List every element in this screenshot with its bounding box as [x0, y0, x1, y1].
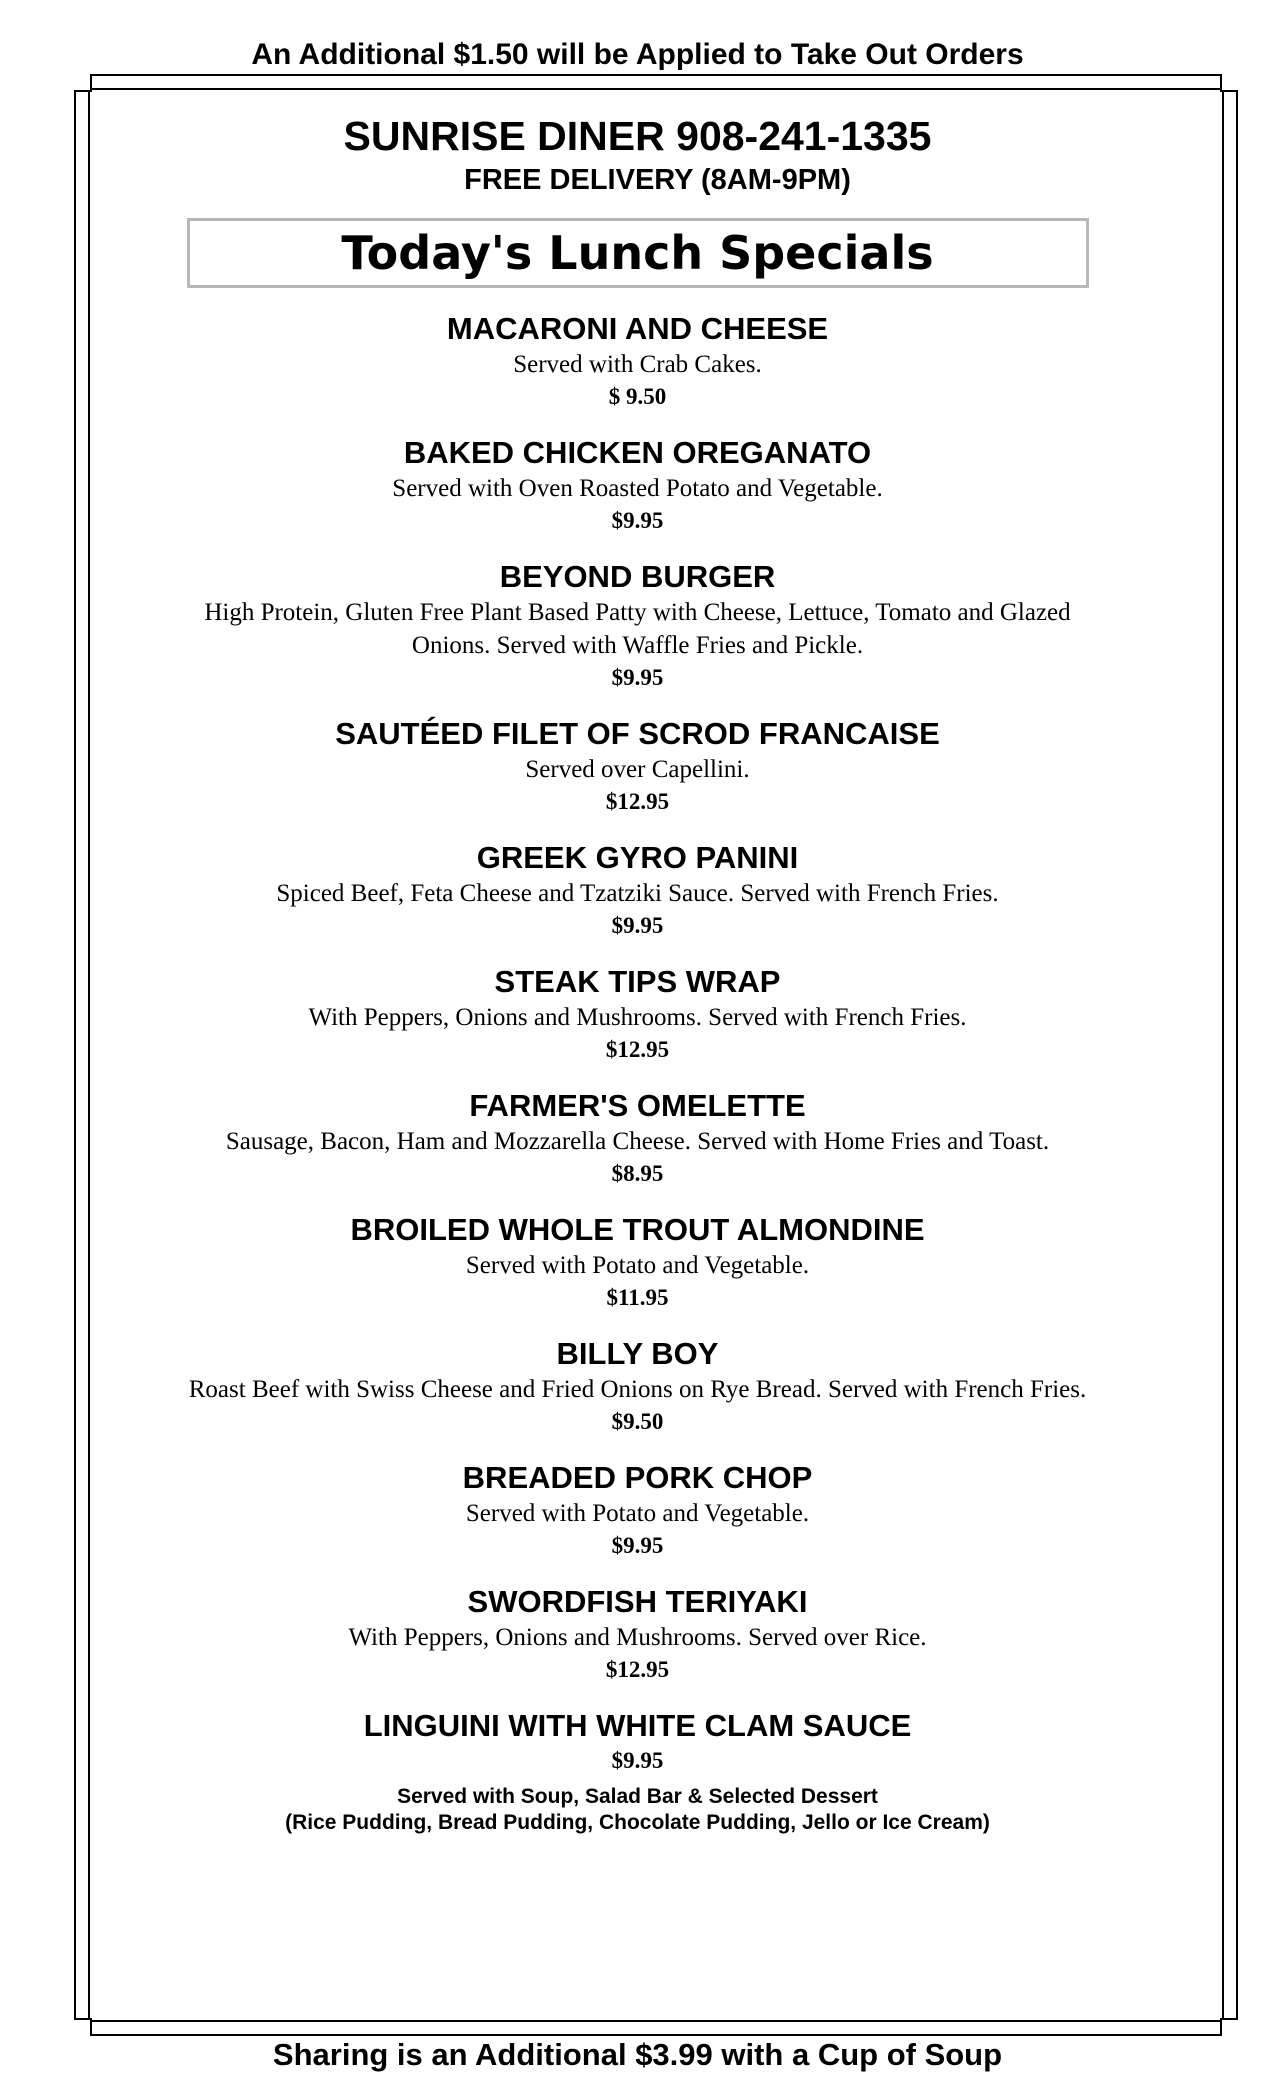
menu-content: [100, 110, 1175, 1836]
item-description: Served with Potato and Vegetable.: [465, 1252, 810, 1279]
frame-corner: [74, 74, 92, 92]
item-description: Spiced Beef, Feta Cheese and Tzatziki Sauce. Served with French Fries.: [276, 880, 999, 907]
item-description: Served with Crab Cakes.: [513, 351, 762, 378]
item-price: $9.95: [611, 1748, 664, 1773]
item-name: STEAK TIPS WRAP: [494, 964, 781, 999]
menu-item: [100, 839, 1175, 942]
item-price: $12.95: [605, 1657, 670, 1682]
item-name: GREEK GYRO PANINI: [476, 840, 799, 875]
dessert-options-note: (Rice Pudding, Bread Pudding, Chocolate Pudding, Jello or Ice Cream): [285, 1811, 990, 1834]
menu-item: [100, 1087, 1175, 1190]
menu-item: [100, 1211, 1175, 1314]
item-price: $12.95: [605, 789, 670, 814]
served-with-note: Served with Soup, Salad Bar & Selected Dessert: [397, 1785, 878, 1808]
item-description: High Protein, Gluten Free Plant Based Patty with Cheese, Lettuce, Tomato and Glazed Onions. Served with Waffle Fries and Pickle.: [204, 599, 1071, 659]
item-price: $9.95: [611, 665, 664, 690]
specials-title: Today's Lunch Specials: [341, 226, 934, 280]
frame-corner: [1220, 74, 1238, 92]
frame-corner: [74, 2018, 92, 2036]
item-description: Roast Beef with Swiss Cheese and Fried Onions on Rye Bread. Served with French Fries.: [188, 1376, 1087, 1403]
menu-item: [100, 963, 1175, 1066]
item-description: Served over Capellini.: [525, 756, 750, 783]
sharing-notice: Sharing is an Additional $3.99 with a Cup of Soup: [272, 2037, 1003, 2072]
item-name: BROILED WHOLE TROUT ALMONDINE: [350, 1212, 925, 1247]
item-price: $9.95: [611, 508, 664, 533]
menu-item: [100, 1707, 1175, 1777]
item-description: With Peppers, Onions and Mushrooms. Served over Rice.: [348, 1624, 927, 1651]
delivery-hours: FREE DELIVERY (8AM-9PM): [464, 164, 851, 196]
specials-list: [100, 310, 1175, 1777]
menu-item: [100, 558, 1175, 694]
menu-item: [100, 1335, 1175, 1438]
item-name: SAUTÉED FILET OF SCROD FRANCAISE: [335, 716, 940, 751]
menu-item: [100, 434, 1175, 537]
item-name: FARMER'S OMELETTE: [469, 1088, 806, 1123]
item-name: MACARONI AND CHEESE: [446, 311, 829, 346]
item-price: $12.95: [605, 1037, 670, 1062]
menu-item: [100, 715, 1175, 818]
menu-item: [100, 1583, 1175, 1686]
item-price: $11.95: [606, 1285, 669, 1310]
takeout-notice: An Additional $1.50 will be Applied to Take Out Orders: [251, 38, 1024, 71]
item-price: $ 9.50: [608, 384, 667, 409]
menu-item: [100, 1459, 1175, 1562]
item-name: BILLY BOY: [556, 1336, 719, 1371]
item-price: $9.95: [611, 1533, 664, 1558]
item-description: Sausage, Bacon, Ham and Mozzarella Cheese. Served with Home Fries and Toast.: [225, 1128, 1050, 1155]
item-description: Served with Oven Roasted Potato and Vegetable.: [392, 475, 883, 502]
item-price: $9.95: [611, 913, 664, 938]
item-price: $9.50: [611, 1409, 664, 1434]
item-price: $8.95: [611, 1161, 664, 1186]
item-name: SWORDFISH TERIYAKI: [467, 1584, 808, 1619]
diner-name-phone: SUNRISE DINER 908-241-1335: [343, 113, 932, 159]
item-name: BAKED CHICKEN OREGANATO: [403, 435, 872, 470]
menu-item: [100, 310, 1175, 413]
frame-corner: [1220, 2018, 1238, 2036]
specials-title-box: [187, 218, 1089, 288]
item-description: Served with Potato and Vegetable.: [465, 1500, 810, 1527]
item-description: With Peppers, Onions and Mushrooms. Served with French Fries.: [308, 1004, 967, 1031]
item-name: BEYOND BURGER: [499, 559, 776, 594]
item-name: LINGUINI WITH WHITE CLAM SAUCE: [363, 1708, 912, 1743]
item-name: BREADED PORK CHOP: [462, 1460, 813, 1495]
